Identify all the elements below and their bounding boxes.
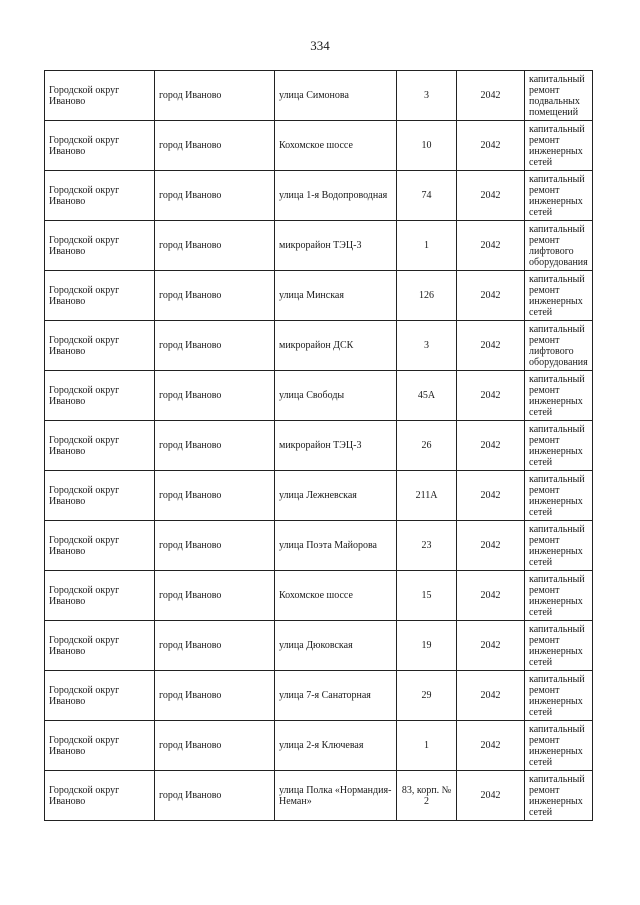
district-cell: Городской округ Иваново (45, 221, 155, 271)
year-cell: 2042 (457, 221, 525, 271)
street-cell: микрорайон ДСК (275, 321, 397, 371)
city-cell: город Иваново (155, 571, 275, 621)
district-cell: Городской округ Иваново (45, 321, 155, 371)
house-number-cell: 3 (397, 71, 457, 121)
house-number-cell: 19 (397, 621, 457, 671)
house-number-cell: 26 (397, 421, 457, 471)
street-cell: улица 2-я Ключевая (275, 721, 397, 771)
district-cell: Городской округ Иваново (45, 471, 155, 521)
work-type-cell: капитальный ремонт инженерных сетей (525, 771, 593, 821)
work-type-cell: капитальный ремонт инженерных сетей (525, 521, 593, 571)
work-type-cell: капитальный ремонт инженерных сетей (525, 621, 593, 671)
house-number-cell: 3 (397, 321, 457, 371)
year-cell: 2042 (457, 671, 525, 721)
street-cell: улица Полка «Нормандия-Неман» (275, 771, 397, 821)
district-cell: Городской округ Иваново (45, 71, 155, 121)
city-cell: город Иваново (155, 271, 275, 321)
house-number-cell: 15 (397, 571, 457, 621)
work-type-cell: капитальный ремонт инженерных сетей (525, 121, 593, 171)
city-cell: город Иваново (155, 771, 275, 821)
city-cell: город Иваново (155, 421, 275, 471)
street-cell: улица 7-я Санаторная (275, 671, 397, 721)
table-row (45, 571, 593, 621)
work-type-cell: капитальный ремонт лифтового оборудования (525, 221, 593, 271)
city-cell: город Иваново (155, 371, 275, 421)
work-type-cell: капитальный ремонт инженерных сетей (525, 571, 593, 621)
year-cell: 2042 (457, 321, 525, 371)
year-cell: 2042 (457, 771, 525, 821)
house-number-cell: 29 (397, 671, 457, 721)
work-type-cell: капитальный ремонт инженерных сетей (525, 371, 593, 421)
table-row (45, 421, 593, 471)
table-row (45, 321, 593, 371)
city-cell: город Иваново (155, 621, 275, 671)
work-type-cell: капитальный ремонт инженерных сетей (525, 271, 593, 321)
city-cell: город Иваново (155, 171, 275, 221)
city-cell: город Иваново (155, 71, 275, 121)
table-row (45, 621, 593, 671)
repair-schedule-table (44, 70, 593, 821)
street-cell: улица Лежневская (275, 471, 397, 521)
work-type-cell: капитальный ремонт лифтового оборудования (525, 321, 593, 371)
city-cell: город Иваново (155, 471, 275, 521)
table-row (45, 671, 593, 721)
street-cell: микрорайон ТЭЦ-3 (275, 421, 397, 471)
year-cell: 2042 (457, 121, 525, 171)
city-cell: город Иваново (155, 721, 275, 771)
page-number: 334 (310, 38, 330, 53)
year-cell: 2042 (457, 421, 525, 471)
table-row (45, 71, 593, 121)
work-type-cell: капитальный ремонт инженерных сетей (525, 171, 593, 221)
district-cell: Городской округ Иваново (45, 571, 155, 621)
district-cell: Городской округ Иваново (45, 271, 155, 321)
house-number-cell: 23 (397, 521, 457, 571)
city-cell: город Иваново (155, 321, 275, 371)
street-cell: улица 1-я Водопроводная (275, 171, 397, 221)
street-cell: улица Свободы (275, 371, 397, 421)
district-cell: Городской округ Иваново (45, 771, 155, 821)
street-cell: улица Дюковская (275, 621, 397, 671)
district-cell: Городской округ Иваново (45, 371, 155, 421)
house-number-cell: 126 (397, 271, 457, 321)
city-cell: город Иваново (155, 221, 275, 271)
work-type-cell: капитальный ремонт инженерных сетей (525, 471, 593, 521)
district-cell: Городской округ Иваново (45, 721, 155, 771)
table-row (45, 721, 593, 771)
house-number-cell: 10 (397, 121, 457, 171)
street-cell: улица Симонова (275, 71, 397, 121)
year-cell: 2042 (457, 71, 525, 121)
table-row (45, 171, 593, 221)
street-cell: Кохомское шоссе (275, 571, 397, 621)
work-type-cell: капитальный ремонт инженерных сетей (525, 671, 593, 721)
year-cell: 2042 (457, 571, 525, 621)
table-row (45, 271, 593, 321)
house-number-cell: 1 (397, 221, 457, 271)
city-cell: город Иваново (155, 521, 275, 571)
work-type-cell: капитальный ремонт инженерных сетей (525, 421, 593, 471)
work-type-cell: капитальный ремонт подвальных помещений (525, 71, 593, 121)
district-cell: Городской округ Иваново (45, 121, 155, 171)
house-number-cell: 83, корп. № 2 (397, 771, 457, 821)
house-number-cell: 1 (397, 721, 457, 771)
district-cell: Городской округ Иваново (45, 621, 155, 671)
work-type-cell: капитальный ремонт инженерных сетей (525, 721, 593, 771)
city-cell: город Иваново (155, 121, 275, 171)
table-row (45, 471, 593, 521)
year-cell: 2042 (457, 371, 525, 421)
table-row (45, 221, 593, 271)
table-row (45, 371, 593, 421)
street-cell: Кохомское шоссе (275, 121, 397, 171)
house-number-cell: 211А (397, 471, 457, 521)
year-cell: 2042 (457, 621, 525, 671)
year-cell: 2042 (457, 171, 525, 221)
year-cell: 2042 (457, 471, 525, 521)
district-cell: Городской округ Иваново (45, 421, 155, 471)
district-cell: Городской округ Иваново (45, 171, 155, 221)
city-cell: город Иваново (155, 671, 275, 721)
table-row (45, 121, 593, 171)
table-row (45, 771, 593, 821)
house-number-cell: 74 (397, 171, 457, 221)
district-cell: Городской округ Иваново (45, 671, 155, 721)
table-row (45, 521, 593, 571)
house-number-cell: 45А (397, 371, 457, 421)
year-cell: 2042 (457, 721, 525, 771)
street-cell: микрорайон ТЭЦ-3 (275, 221, 397, 271)
year-cell: 2042 (457, 271, 525, 321)
street-cell: улица Минская (275, 271, 397, 321)
street-cell: улица Поэта Майорова (275, 521, 397, 571)
district-cell: Городской округ Иваново (45, 521, 155, 571)
year-cell: 2042 (457, 521, 525, 571)
